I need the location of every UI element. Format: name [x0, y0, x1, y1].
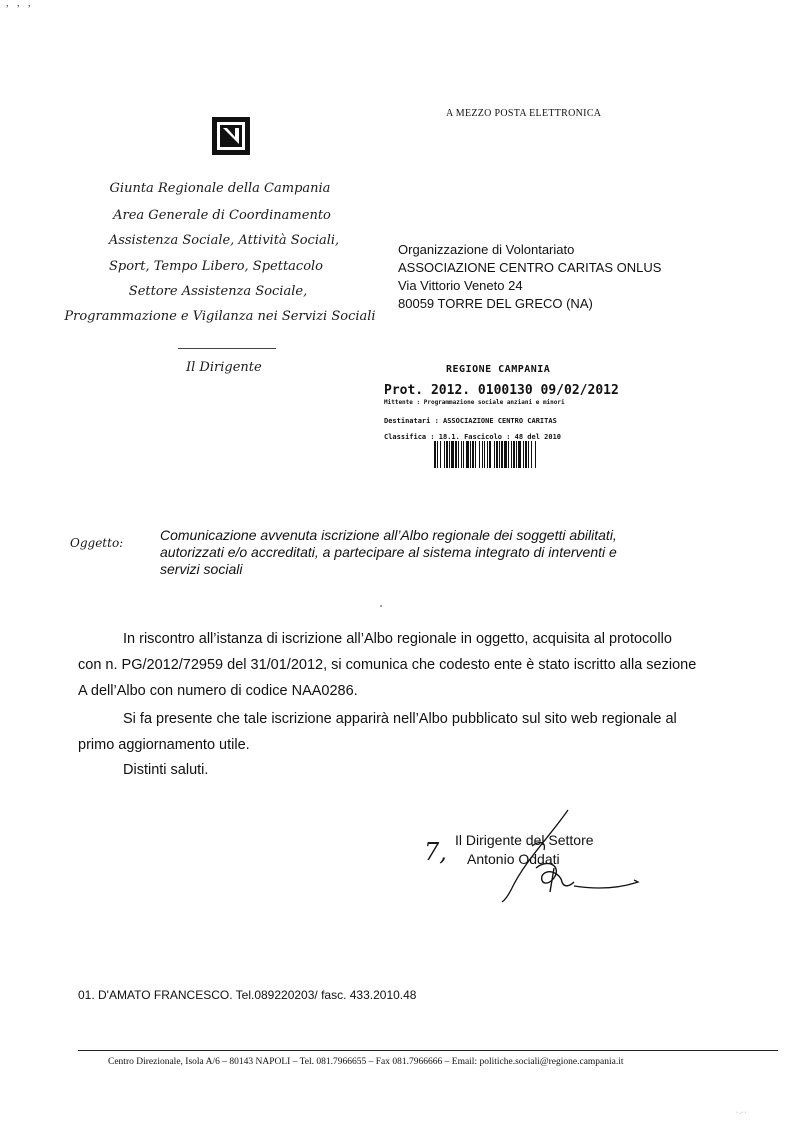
barcode-bar — [535, 441, 536, 468]
delivery-note: A MEZZO POSTA ELETTRONICA — [446, 108, 602, 119]
barcode-bar — [472, 441, 474, 468]
barcode-bar — [461, 441, 462, 468]
barcode-bar — [437, 441, 438, 468]
barcode-bar — [487, 441, 488, 468]
stamp-title: REGIONE CAMPANIA — [446, 364, 551, 375]
barcode-bar — [504, 441, 507, 468]
stamp-classification: Classifica : 18.1. Fascicolo : 48 del 2010 — [384, 433, 562, 441]
header-area: Area Generale di Coordinamento — [113, 208, 331, 223]
recipient-street: Via Vittorio Veneto 24 — [398, 278, 523, 293]
barcode-bar — [499, 441, 500, 468]
barcode-bar — [451, 441, 454, 468]
subject-text: Comunicazione avvenuta iscrizione all’Albo regionale dei soggetti abilitati, autorizzati e/o accreditati, a partecipare al sistema integrato di interventi e servizi sociali — [160, 527, 617, 577]
subject-label: Oggetto: — [70, 536, 124, 550]
barcode-bar — [444, 441, 445, 468]
stamp-recipients: Destinatari : ASSOCIAZIONE CENTRO CARITAS — [384, 417, 557, 425]
barcode-bar — [482, 441, 483, 468]
barcode-bar — [455, 441, 457, 468]
barcode-bar — [458, 441, 459, 468]
signer-role: Il Dirigente del Settore — [455, 832, 594, 848]
barcode-bar — [531, 441, 532, 468]
barcode-bar — [523, 441, 524, 468]
scan-speck — [380, 605, 382, 607]
barcode-bar — [496, 441, 498, 468]
barcode-bar — [513, 441, 515, 468]
barcode-bar — [470, 441, 471, 468]
closing-greeting: Distinti saluti. — [123, 762, 209, 778]
barcode-bar — [484, 441, 485, 468]
barcode-bar — [525, 441, 527, 468]
header-settore: Settore Assistenza Sociale, — [128, 284, 308, 299]
barcode-bar — [528, 441, 529, 468]
signer-name: Antonio Oddati — [467, 851, 560, 867]
barcode-bar — [489, 441, 491, 468]
footer-divider — [78, 1050, 778, 1051]
stamp-protocol-number: Prot. 2012. 0100130 09/02/2012 — [384, 383, 619, 398]
recipient-org-type: Organizzazione di Volontariato — [398, 242, 575, 257]
barcode-bar — [508, 441, 509, 468]
signature-initial: 7, — [424, 838, 447, 866]
body-paragraph-1: In riscontro all’istanza di iscrizione all’Albo regionale in oggetto, acquisita al protocollo con n. PG/2012/72959 del 31/01/2012, si comunica che codesto ente è stato iscritto alla sezione A dell’Albo con numero di codice NAA0286. — [78, 631, 697, 699]
recipient-name: ASSOCIAZIONE CENTRO CARITAS ONLUS — [398, 260, 662, 275]
header-signer: Il Dirigente — [186, 360, 262, 375]
barcode-bar — [511, 441, 512, 468]
emblem-icon — [212, 117, 250, 155]
scan-corner-marks: , , , — [6, 0, 34, 9]
barcode-graphic — [434, 441, 600, 468]
header-sport: Sport, Tempo Libero, Spettacolo — [108, 259, 324, 274]
barcode-bar — [463, 441, 464, 468]
recipient-city: 80059 TORRE DEL GRECO (NA) — [398, 296, 593, 311]
barcode-bar — [516, 441, 517, 468]
stamp-sender: Mittente : Programmazione sociale anziani e minori — [384, 399, 565, 406]
barcode-bar — [440, 441, 441, 468]
barcode-bar — [518, 441, 521, 468]
scan-bottom-marks: · .· · — [736, 1110, 747, 1116]
barcode-bar — [494, 441, 495, 468]
barcode-bar — [446, 441, 448, 468]
footer-contact: Centro Direzionale, Isola A/6 – 80143 NAPOLI – Tel. 081.7966655 – Fax 081.7966666 – Email: politiche.sociali@regione.campania.it — [108, 1057, 624, 1067]
header-institution: Giunta Regionale della Campania — [109, 181, 331, 196]
barcode-bar — [466, 441, 469, 468]
header-divider — [178, 348, 276, 349]
barcode-bar — [475, 441, 476, 468]
barcode-bar — [479, 441, 480, 468]
file-reference: 01. D'AMATO FRANCESCO. Tel.089220203/ fasc. 433.2010.48 — [78, 988, 417, 1002]
barcode-bar — [434, 441, 436, 468]
barcode-bar — [449, 441, 450, 468]
body-paragraph-2: Si fa presente che tale iscrizione apparirà nell’Albo pubblicato sul sito web regionale al primo aggiornamento utile. — [78, 711, 677, 753]
handwritten-signature — [470, 806, 650, 906]
region-emblem-logo — [212, 117, 250, 155]
barcode-bar — [501, 441, 503, 468]
header-assistenza: Assistenza Sociale, Attività Sociali, — [108, 233, 340, 248]
header-programmazione: Programmazione e Vigilanza nei Servizi Sociali — [64, 309, 376, 324]
